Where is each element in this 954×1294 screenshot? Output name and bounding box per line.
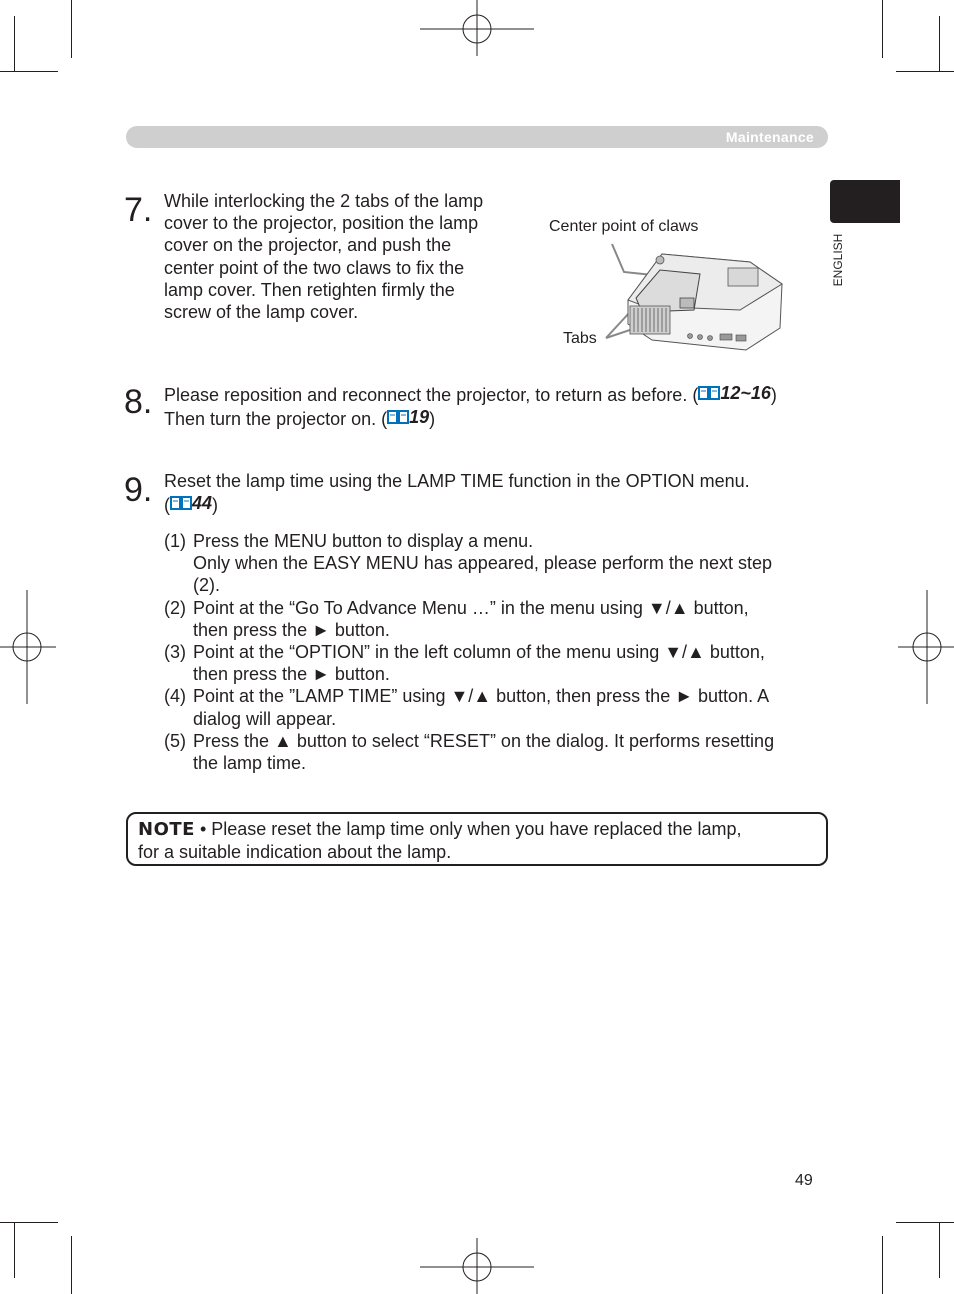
registration-mark-bottom bbox=[420, 1238, 534, 1294]
substep-line: Press the ▲ button to select “RESET” on the dialog. It performs resetting bbox=[193, 730, 775, 751]
step-9-line-1: Reset the lamp time using the LAMP TIME function in the OPTION menu. bbox=[164, 471, 750, 491]
step-7-line: screw of the lamp cover. bbox=[164, 302, 359, 323]
substep-item bbox=[164, 730, 834, 774]
substep-number: (2) bbox=[164, 597, 186, 618]
step-9-line-2-open: ( bbox=[164, 495, 170, 516]
figure-label-tabs: Tabs bbox=[563, 330, 597, 347]
page-reference-link[interactable] bbox=[698, 382, 771, 404]
step-9-number: 9. bbox=[124, 471, 153, 509]
step-7-line: center point of the two claws to fix the bbox=[164, 257, 465, 278]
substep-number: (4) bbox=[164, 686, 186, 707]
page-reference-link[interactable] bbox=[387, 406, 429, 428]
step-8-line-2 bbox=[164, 406, 844, 430]
crop-mark bbox=[882, 1236, 883, 1294]
crop-mark bbox=[14, 1222, 15, 1278]
substep-item bbox=[164, 530, 834, 597]
crop-mark bbox=[939, 1222, 940, 1278]
substep-line: then press the ► button. bbox=[193, 619, 390, 640]
book-icon bbox=[170, 495, 192, 511]
step-8-line-2-close: ) bbox=[429, 409, 436, 430]
crop-mark bbox=[939, 16, 940, 72]
crop-mark bbox=[896, 71, 954, 72]
page-reference-number: 12~16 bbox=[720, 383, 771, 403]
step-9-line-2 bbox=[164, 492, 844, 516]
step-9-text bbox=[164, 470, 844, 517]
substep-item bbox=[164, 685, 834, 729]
substep-line: Point at the “OPTION” in the left column of the menu using ▼/▲ button, bbox=[193, 642, 765, 663]
figure-label-center-point: Center point of claws bbox=[549, 218, 699, 235]
step-9-line-2-close: ) bbox=[212, 495, 219, 516]
note-text bbox=[138, 818, 818, 863]
substep-line: then press the ► button. bbox=[193, 664, 390, 685]
substep-line: Press the MENU button to display a menu. bbox=[193, 531, 534, 551]
step-8-line-1-close: ) bbox=[770, 385, 777, 406]
substep-item bbox=[164, 597, 834, 641]
section-title: Maintenance bbox=[725, 129, 814, 145]
step-7-line: lamp cover. Then retighten firmly the bbox=[164, 279, 455, 300]
note-box bbox=[126, 812, 828, 866]
substep-number: (3) bbox=[164, 642, 186, 663]
crop-mark bbox=[0, 1222, 58, 1223]
substep-line: Point at the “Go To Advance Menu …” in the menu using ▼/▲ button, bbox=[193, 597, 749, 618]
step-7-line: cover on the projector, and push the bbox=[164, 235, 452, 256]
step-8-text bbox=[164, 382, 844, 431]
crop-mark bbox=[14, 16, 15, 72]
step-8-number: 8. bbox=[124, 383, 153, 421]
substep-number: (5) bbox=[164, 730, 186, 751]
note-label: NOTE bbox=[138, 819, 195, 840]
step-7-text bbox=[164, 190, 524, 323]
note-line-1: • Please reset the lamp time only when you have replaced the lamp, bbox=[194, 819, 742, 839]
registration-mark-left bbox=[0, 590, 56, 704]
step-8-line-1-text: Please reposition and reconnect the projector, to return as before. ( bbox=[164, 385, 699, 406]
substep-line: Only when the EASY MENU has appeared, please perform the next step bbox=[193, 553, 772, 574]
substep-item bbox=[164, 641, 834, 685]
page-reference-number: 19 bbox=[409, 407, 430, 428]
step-7-line: While interlocking the 2 tabs of the lamp bbox=[164, 191, 484, 211]
substep-line: dialog will appear. bbox=[193, 708, 337, 729]
substep-number: (1) bbox=[164, 531, 186, 551]
step-7-number: 7. bbox=[124, 191, 153, 229]
crop-mark bbox=[896, 1222, 954, 1223]
substep-line: the lamp time. bbox=[193, 753, 307, 774]
crop-mark bbox=[71, 1236, 72, 1294]
page-reference-number: 44 bbox=[192, 493, 213, 514]
projector-lamp-cover-illustration bbox=[600, 240, 790, 355]
step-7-line: cover to the projector, position the lamp bbox=[164, 213, 479, 234]
substep-line: (2). bbox=[193, 575, 220, 596]
crop-mark bbox=[71, 0, 72, 58]
section-header-bar bbox=[126, 126, 828, 148]
book-icon bbox=[387, 409, 409, 425]
step-8-line-2-text: Then turn the projector on. ( bbox=[164, 409, 388, 430]
language-label: ENGLISH bbox=[831, 233, 845, 287]
step-8-line-1 bbox=[164, 382, 844, 406]
step-9-substeps bbox=[164, 530, 834, 774]
crop-mark bbox=[0, 71, 58, 72]
registration-mark-right bbox=[898, 590, 954, 704]
substep-line: Point at the ”LAMP TIME” using ▼/▲ button, then press the ► button. A bbox=[193, 686, 770, 707]
crop-mark bbox=[882, 0, 883, 58]
registration-mark-top bbox=[420, 0, 534, 58]
book-icon bbox=[698, 385, 720, 401]
note-line-2: for a suitable indication about the lamp. bbox=[138, 842, 452, 863]
page-reference-link[interactable] bbox=[170, 492, 212, 514]
page-number: 49 bbox=[795, 1172, 813, 1189]
